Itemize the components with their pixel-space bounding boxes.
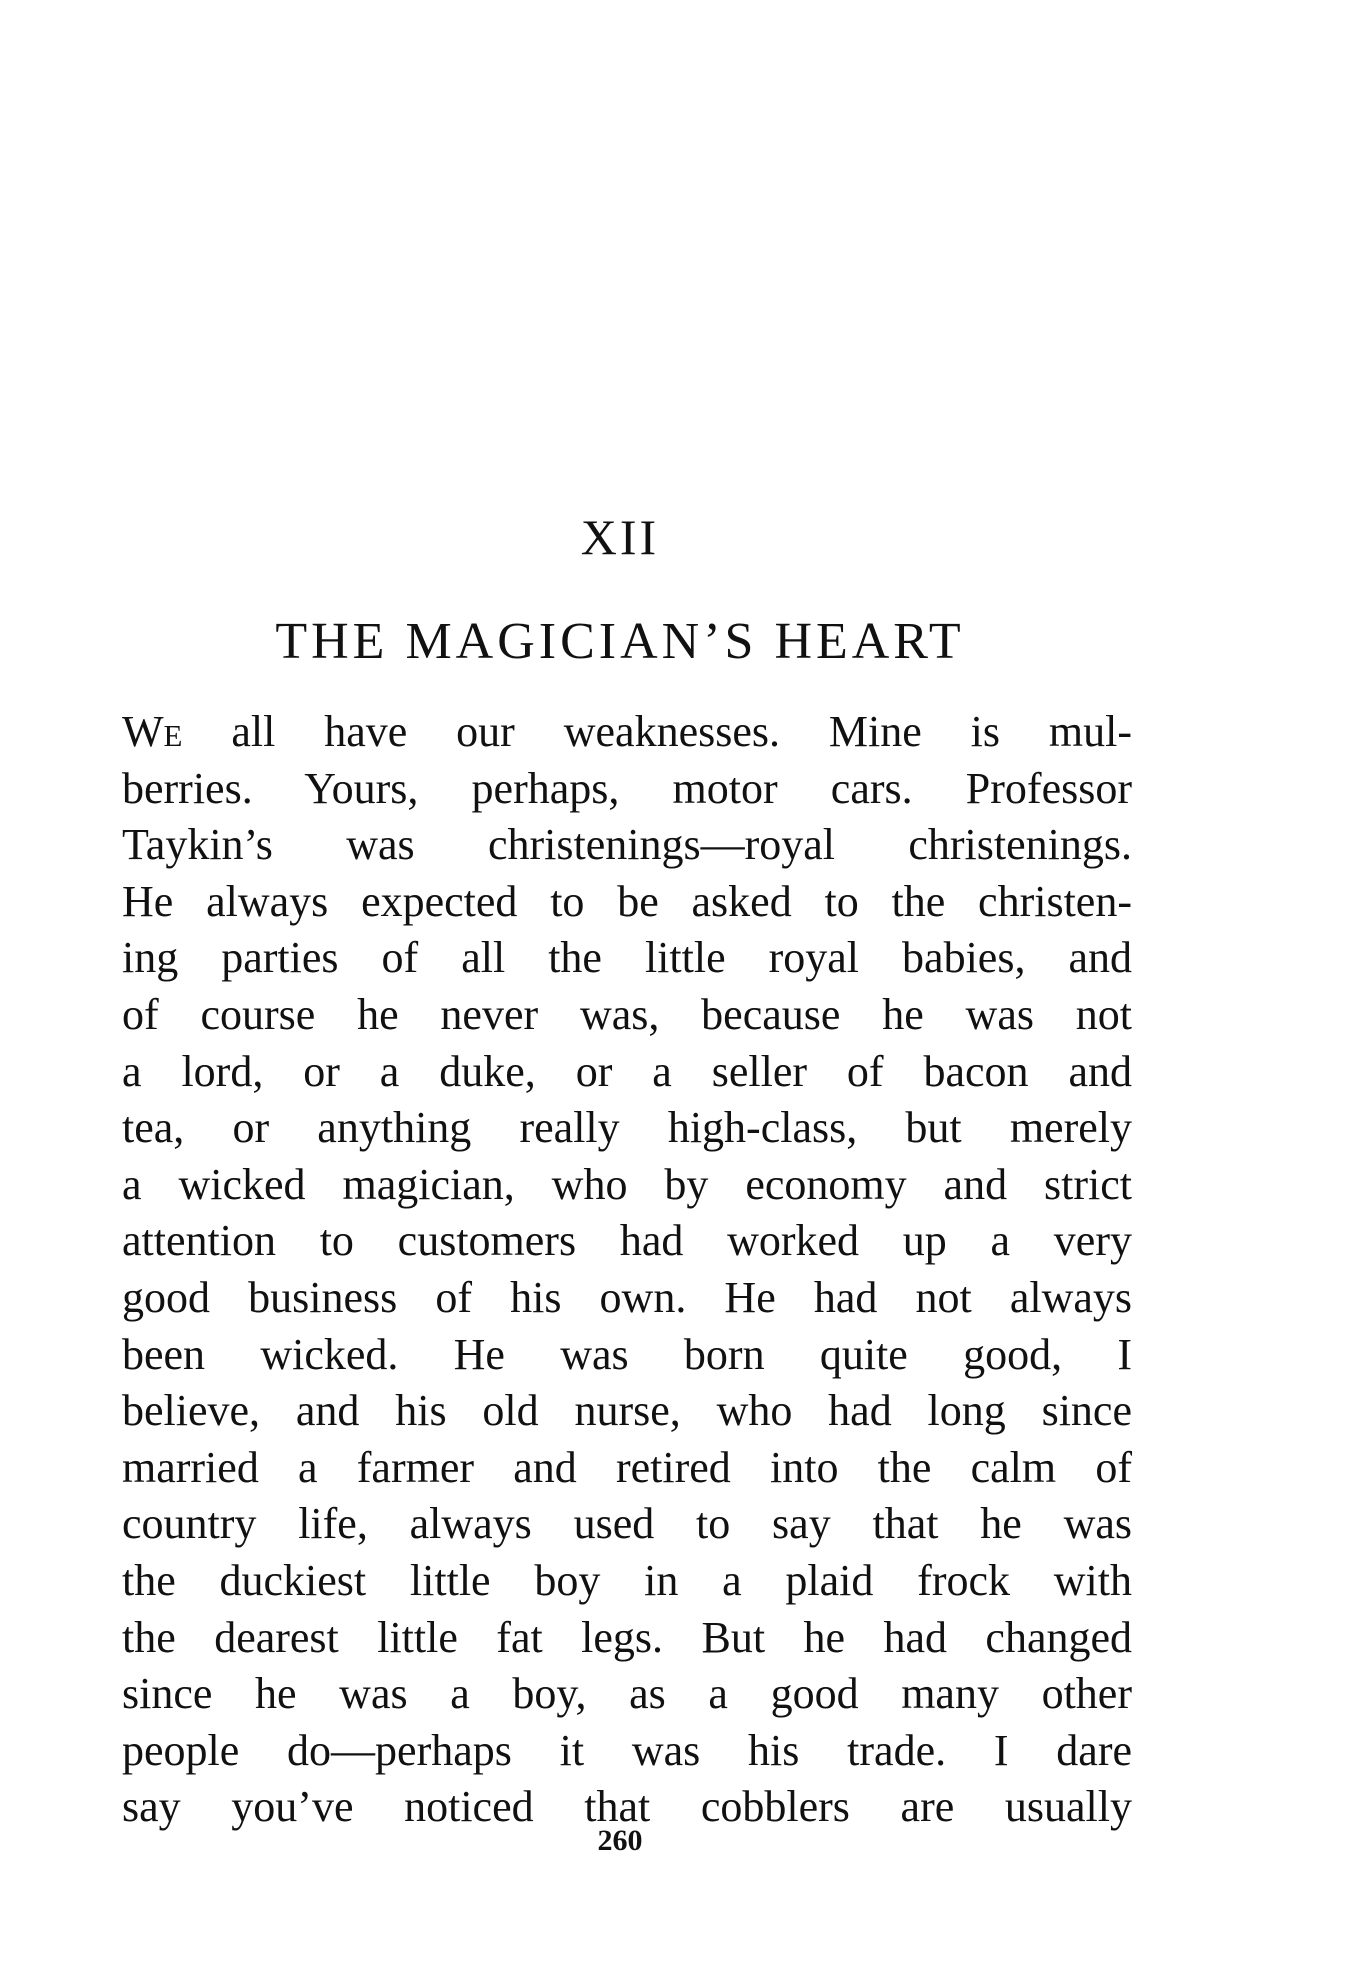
dropcap-initial: W: [122, 707, 164, 756]
chapter-number: XII: [580, 509, 660, 565]
page-number: 260: [597, 1824, 643, 1857]
chapter-title: THE MAGICIAN’S HEART: [275, 613, 965, 670]
text-line: He always expected to be asked to the christen-: [122, 876, 1132, 926]
text-line: married a farmer and retired into the calm of: [122, 1442, 1132, 1492]
first-line-rest: all have our weaknesses. Mine is mul-: [182, 707, 1132, 756]
text-line: been wicked. He was born quite good, I: [122, 1329, 1132, 1379]
text-line: country life, always used to say that he was: [122, 1499, 1132, 1549]
text-line: a lord, or a duke, or a seller of bacon and: [122, 1046, 1132, 1096]
text-line: since he was a boy, as a good many other: [122, 1669, 1132, 1719]
body-text: [122, 704, 1132, 1836]
text-line: believe, and his old nurse, who had long since: [122, 1386, 1132, 1436]
text-line: a wicked magician, who by economy and strict: [122, 1159, 1132, 1209]
text-line: attention to customers had worked up a very: [122, 1216, 1132, 1266]
text-line: of course he never was, because he was not: [122, 989, 1132, 1039]
text-line: the duckiest little boy in a plaid frock with: [122, 1555, 1132, 1605]
text-line: good business of his own. He had not always: [122, 1272, 1132, 1322]
text-line: tea, or anything really high-class, but merely: [122, 1103, 1132, 1153]
text-line: the dearest little fat legs. But he had changed: [122, 1612, 1132, 1662]
text-line: say you’ve noticed that cobblers are usually: [122, 1782, 1132, 1832]
text-line: berries. Yours, perhaps, motor cars. Professor: [122, 763, 1132, 813]
text-line: people do—perhaps it was his trade. I dare: [122, 1725, 1132, 1775]
text-line: Taykin’s was christenings—royal christenings.: [122, 820, 1132, 870]
dropcap-rest: e: [163, 707, 183, 756]
text-line: ing parties of all the little royal babies, and: [122, 933, 1132, 983]
text-line: [122, 704, 1132, 761]
